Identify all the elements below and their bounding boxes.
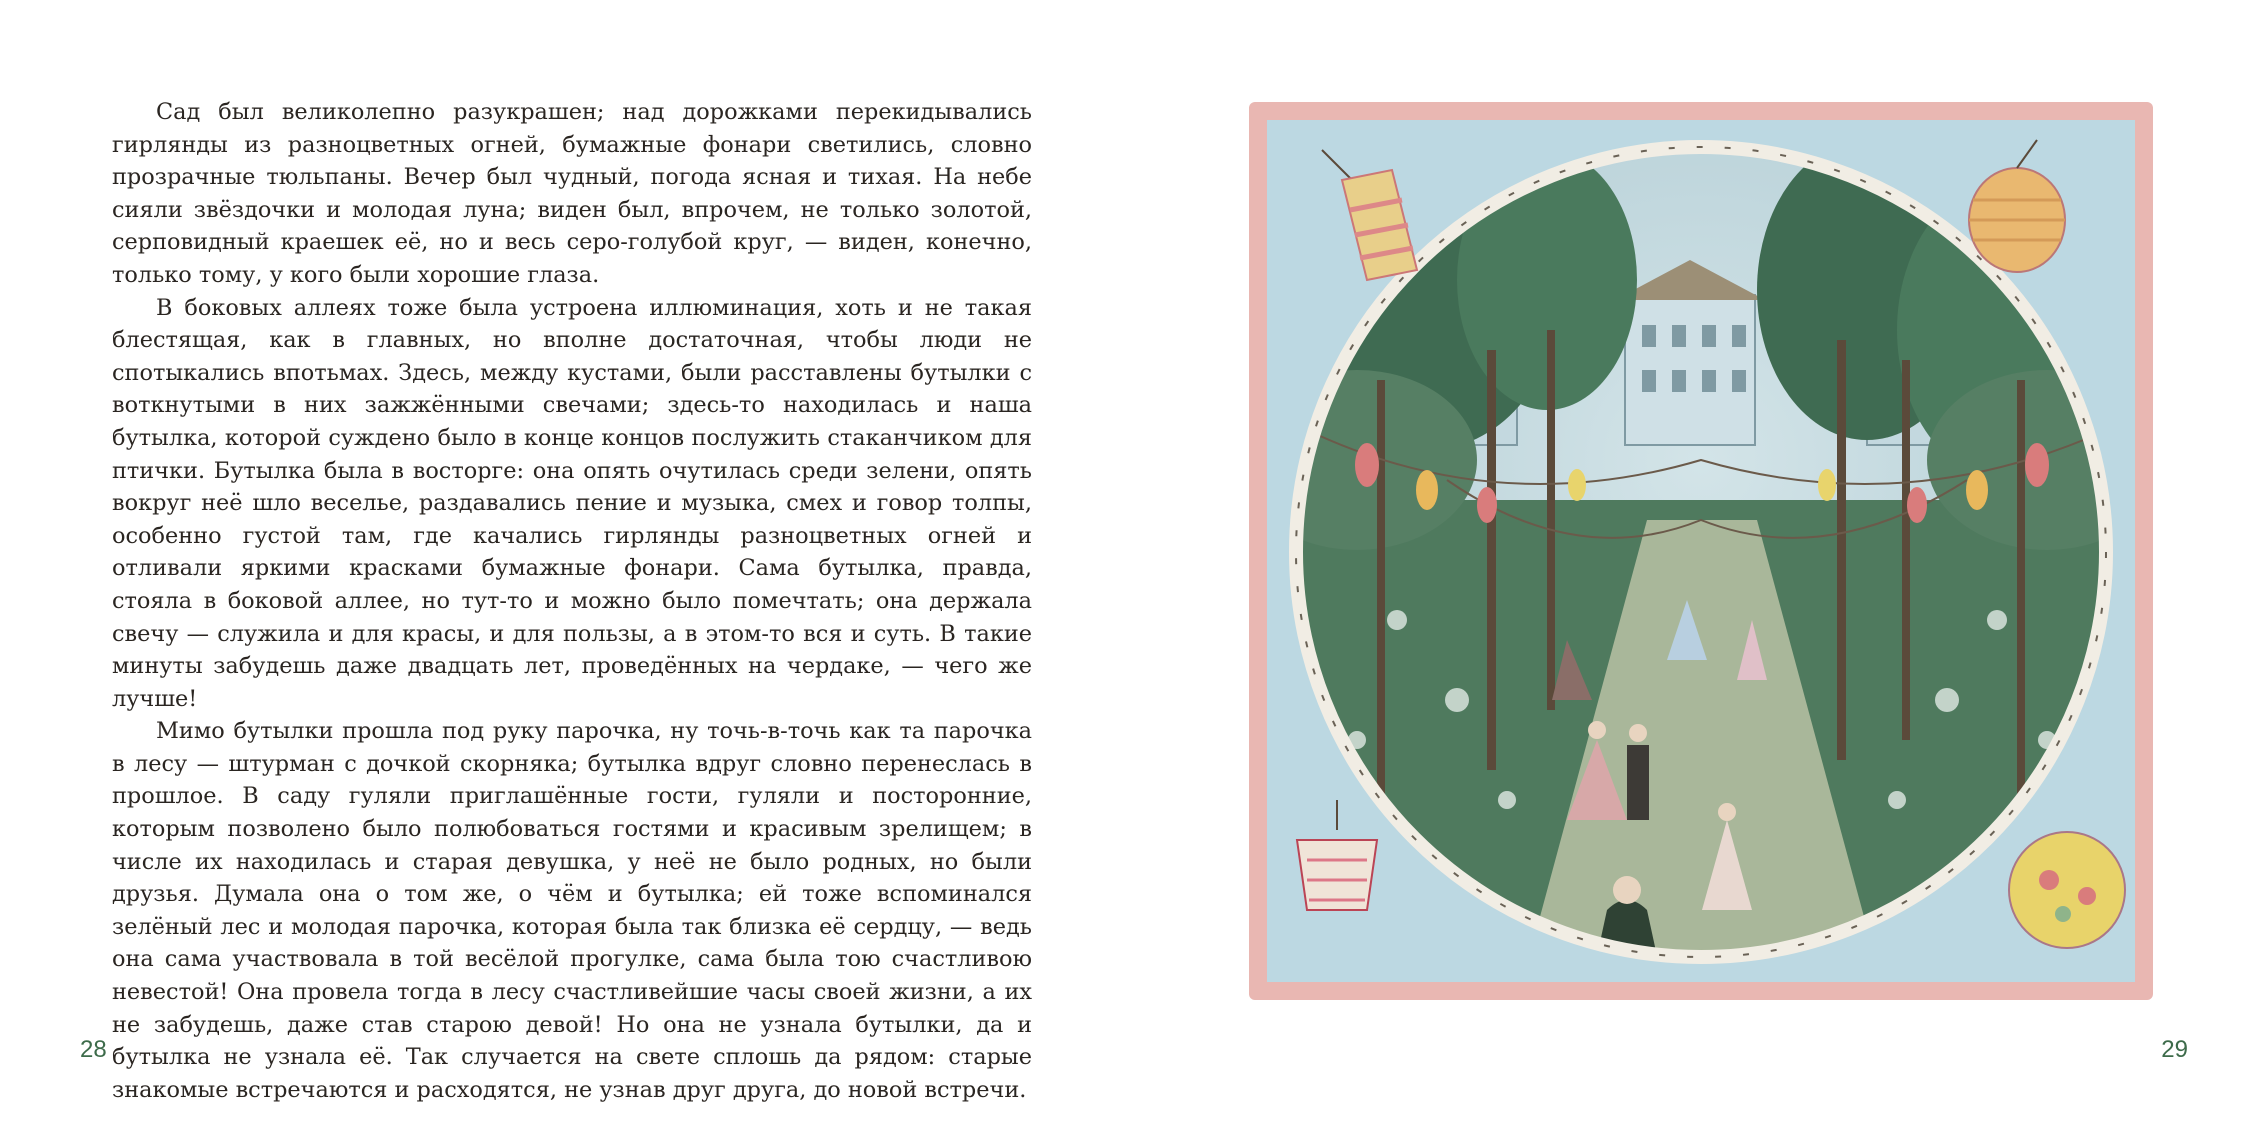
text-column xyxy=(112,96,1032,1106)
paragraph-2: В боковых аллеях тоже была устроена иллюминация, хоть и не такая блестящая, как в главных, но вполне достаточная, чтобы люди не спотыкались впотьмах. Здесь, между кустами, были расставлены бутылки с воткнутыми в них зажжёнными свечами; здесь-то находилась и наша бутылка, которой суждено было в конце концов послужить стаканчиком для птички. Бутылка была в восторге: она опять очутилась среди зелени, опять вокруг неё шло веселье, раздавались пение и музыка, смех и говор толпы, особенно густой там, где качались гирлянды разноцветных огней и отливали яркими красками бумажные фонари. Сама бутылка, правда, стояла в боковой аллее, но тут-то и можно было помечтать; она держала свечу — служила и для красы, и для пользы, а в этом-то вся и суть. В такие минуты забудешь даже двадцать лет, проведённых на чердаке, — чего же лучше! xyxy=(112,294,1032,712)
paragraph-1: Сад был великолепно разукрашен; над дорожками перекидывались гирлянды из разноцветных огней, бумажные фонари светились, словно прозрачные тюльпаны. Вечер был чудный, погода ясная и тихая. На небе сияли звёздочки и молодая луна; виден был, впрочем, не только золотой, серповидный краешек её, но и весь серо-голубой круг, — виден, конечно, только тому, у кого были хорошие глаза. xyxy=(112,99,1032,288)
lantern-bottom-right xyxy=(2009,832,2125,948)
page-number-left: 28 xyxy=(80,1036,107,1063)
paragraph-3: Мимо бутылки прошла под руку парочка, ну точь-в-точь как та парочка в лесу — штурман с дочкой скорняка; бутылка вдруг словно перенеслась в прошлое. В саду гуляли приглашённые гости, гуляли и посторонние, которым позволено было полюбоваться гостями и красивым зрелищем; в числе их находилась и старая девушка, у неё не было родных, но были друзья. Думала она о том же, о чём и бутылка; ей тоже вспоминался зелёный лес и молодая парочка, которая была так близка её сердцу, — ведь она сама участвовала в той весёлой прогулке, сама была тою счастливою невестой! Она провела тогда в лесу счастливейшие часы своей жизни, а их не забудешь, даже став старою девой! Но она не узнала бутылки, да и бутылка не узнала её. Так случается на свете сплошь да рядом: старые знакомые встречаются и расходятся, не узнав друг друга, до новой встречи. xyxy=(112,718,1032,1103)
page-number-right: 29 xyxy=(2161,1036,2188,1063)
garden-illustration xyxy=(1247,100,2155,1002)
